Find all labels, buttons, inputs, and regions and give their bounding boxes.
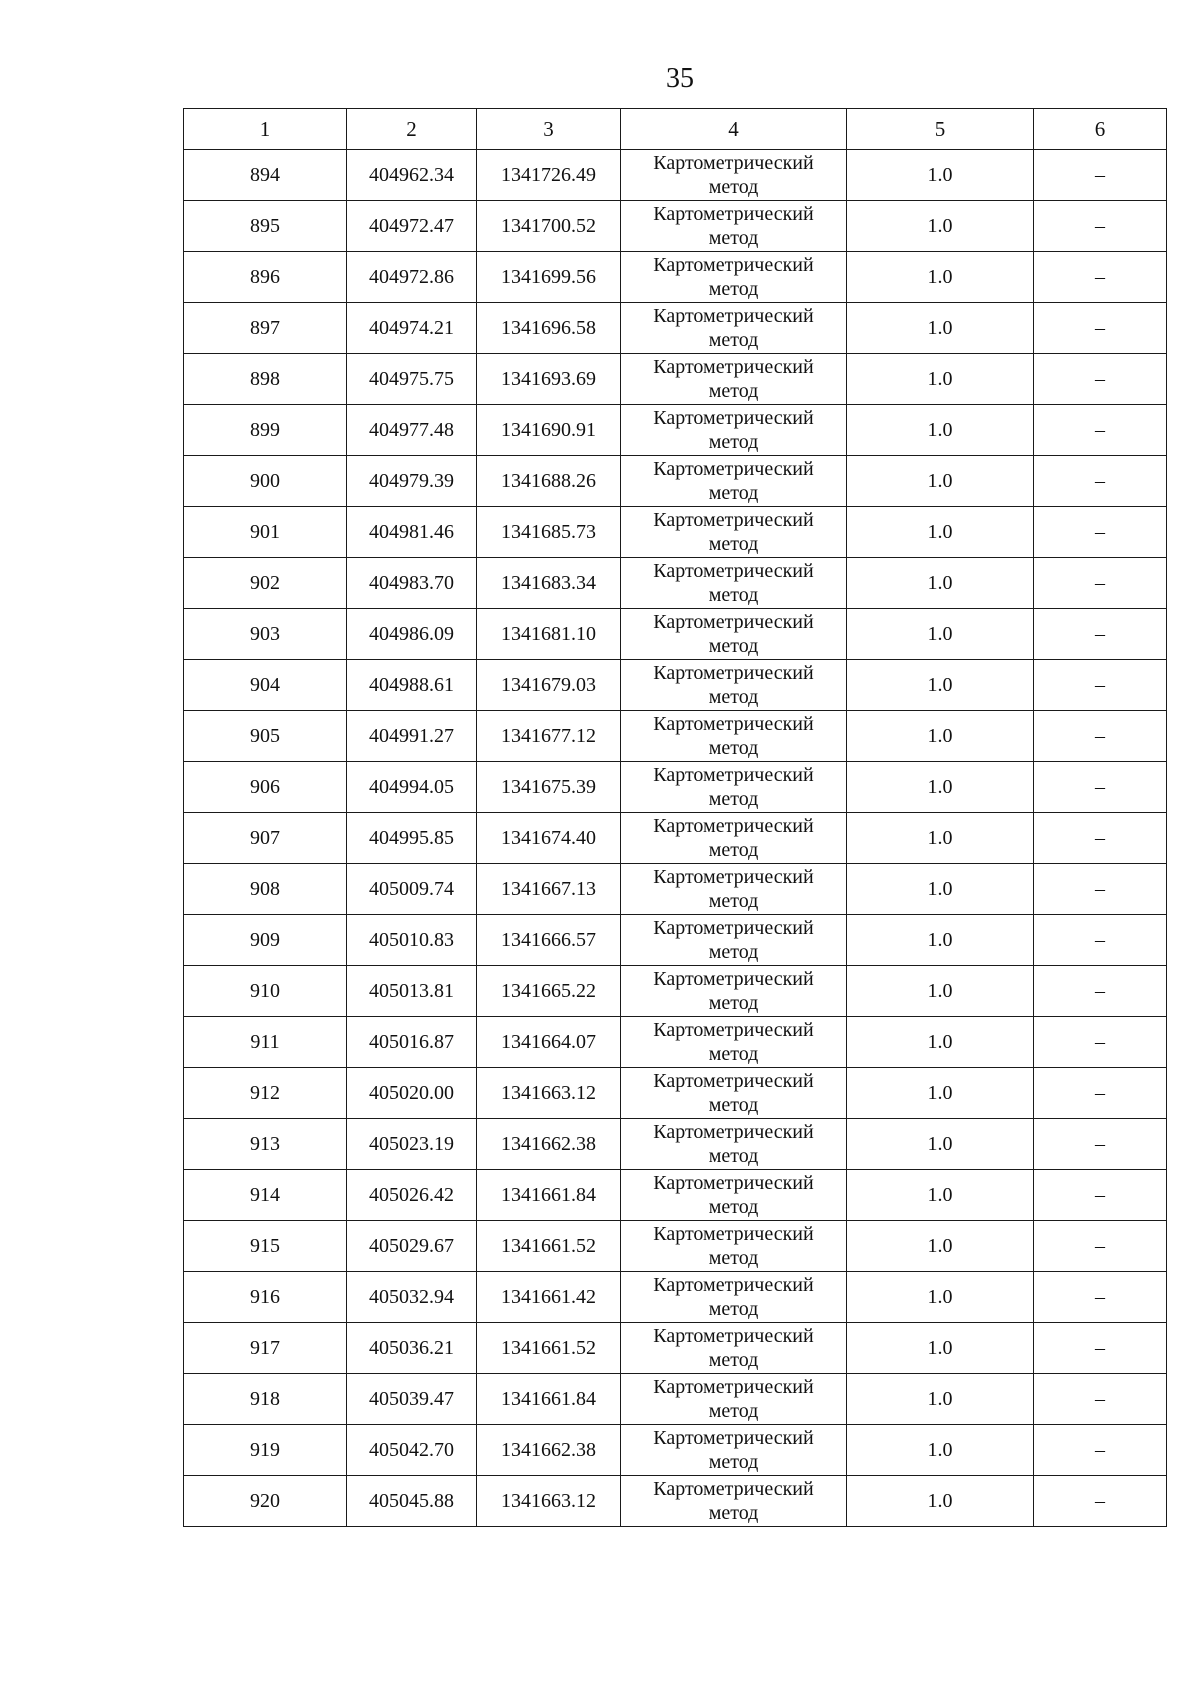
point-number-cell: 900 — [184, 456, 347, 507]
method-line-2: метод — [708, 227, 759, 249]
method-line-1: Картометрический — [653, 1070, 814, 1092]
method-line-1: Картометрический — [653, 1172, 814, 1194]
note-cell: – — [1034, 1119, 1167, 1170]
note-cell: – — [1034, 507, 1167, 558]
point-number-cell: 912 — [184, 1068, 347, 1119]
method-cell — [621, 1017, 847, 1068]
point-number-cell: 904 — [184, 660, 347, 711]
point-number-cell: 919 — [184, 1425, 347, 1476]
method-line-2: метод — [708, 1145, 759, 1167]
accuracy-cell: 1.0 — [847, 150, 1034, 201]
method-line-2: метод — [708, 176, 759, 198]
note-cell: – — [1034, 1017, 1167, 1068]
accuracy-cell: 1.0 — [847, 201, 1034, 252]
accuracy-cell: 1.0 — [847, 405, 1034, 456]
method-line-2: метод — [708, 839, 759, 861]
accuracy-cell: 1.0 — [847, 915, 1034, 966]
table-row — [184, 1425, 1167, 1476]
method-line-2: метод — [708, 1400, 759, 1422]
method-line-1: Картометрический — [653, 917, 814, 939]
y-coordinate-cell: 1341688.26 — [477, 456, 621, 507]
table-row — [184, 1323, 1167, 1374]
table-row — [184, 915, 1167, 966]
column-header: 4 — [621, 109, 847, 150]
method-cell — [621, 1425, 847, 1476]
accuracy-cell: 1.0 — [847, 1068, 1034, 1119]
y-coordinate-cell: 1341700.52 — [477, 201, 621, 252]
method-cell — [621, 711, 847, 762]
accuracy-cell: 1.0 — [847, 609, 1034, 660]
method-line-2: метод — [708, 1094, 759, 1116]
point-number-cell: 907 — [184, 813, 347, 864]
y-coordinate-cell: 1341663.12 — [477, 1476, 621, 1527]
table-row — [184, 150, 1167, 201]
method-line-1: Картометрический — [653, 203, 814, 225]
method-line-1: Картометрический — [653, 815, 814, 837]
column-header: 5 — [847, 109, 1034, 150]
table-row — [184, 609, 1167, 660]
accuracy-cell: 1.0 — [847, 1221, 1034, 1272]
table-row — [184, 303, 1167, 354]
table-row — [184, 711, 1167, 762]
method-line-1: Картометрический — [653, 662, 814, 684]
table-row — [184, 1017, 1167, 1068]
y-coordinate-cell: 1341661.52 — [477, 1221, 621, 1272]
page-number: 35 — [666, 63, 694, 94]
method-line-1: Картометрический — [653, 1427, 814, 1449]
y-coordinate-cell: 1341666.57 — [477, 915, 621, 966]
y-coordinate-cell: 1341665.22 — [477, 966, 621, 1017]
accuracy-cell: 1.0 — [847, 1425, 1034, 1476]
table-row — [184, 864, 1167, 915]
y-coordinate-cell: 1341662.38 — [477, 1119, 621, 1170]
table-row — [184, 252, 1167, 303]
table-row — [184, 660, 1167, 711]
x-coordinate-cell: 404983.70 — [347, 558, 477, 609]
method-cell — [621, 660, 847, 711]
method-line-1: Картометрический — [653, 764, 814, 786]
method-line-1: Картометрический — [653, 611, 814, 633]
accuracy-cell: 1.0 — [847, 1119, 1034, 1170]
table-row — [184, 1221, 1167, 1272]
method-line-2: метод — [708, 635, 759, 657]
table-row — [184, 507, 1167, 558]
method-line-1: Картометрический — [653, 1121, 814, 1143]
column-header: 6 — [1034, 109, 1167, 150]
accuracy-cell: 1.0 — [847, 456, 1034, 507]
method-cell — [621, 915, 847, 966]
x-coordinate-cell: 404995.85 — [347, 813, 477, 864]
x-coordinate-cell: 404962.34 — [347, 150, 477, 201]
table-row — [184, 456, 1167, 507]
coordinates-table — [183, 108, 1167, 1527]
x-coordinate-cell: 405032.94 — [347, 1272, 477, 1323]
x-coordinate-cell: 404994.05 — [347, 762, 477, 813]
method-line-1: Картометрический — [653, 305, 814, 327]
method-cell — [621, 201, 847, 252]
y-coordinate-cell: 1341681.10 — [477, 609, 621, 660]
note-cell: – — [1034, 762, 1167, 813]
method-line-2: метод — [708, 278, 759, 300]
point-number-cell: 903 — [184, 609, 347, 660]
point-number-cell: 920 — [184, 1476, 347, 1527]
point-number-cell: 901 — [184, 507, 347, 558]
note-cell: – — [1034, 711, 1167, 762]
note-cell: – — [1034, 150, 1167, 201]
method-line-2: метод — [708, 329, 759, 351]
y-coordinate-cell: 1341677.12 — [477, 711, 621, 762]
note-cell: – — [1034, 456, 1167, 507]
accuracy-cell: 1.0 — [847, 813, 1034, 864]
y-coordinate-cell: 1341683.34 — [477, 558, 621, 609]
note-cell: – — [1034, 1068, 1167, 1119]
method-cell — [621, 1272, 847, 1323]
note-cell: – — [1034, 966, 1167, 1017]
note-cell: – — [1034, 1221, 1167, 1272]
x-coordinate-cell: 405039.47 — [347, 1374, 477, 1425]
method-line-1: Картометрический — [653, 356, 814, 378]
point-number-cell: 914 — [184, 1170, 347, 1221]
note-cell: – — [1034, 1170, 1167, 1221]
method-line-1: Картометрический — [653, 458, 814, 480]
table-row — [184, 1170, 1167, 1221]
method-cell — [621, 762, 847, 813]
y-coordinate-cell: 1341662.38 — [477, 1425, 621, 1476]
accuracy-cell: 1.0 — [847, 507, 1034, 558]
table-row — [184, 1068, 1167, 1119]
note-cell: – — [1034, 252, 1167, 303]
x-coordinate-cell: 404991.27 — [347, 711, 477, 762]
x-coordinate-cell: 404975.75 — [347, 354, 477, 405]
y-coordinate-cell: 1341696.58 — [477, 303, 621, 354]
method-line-2: метод — [708, 992, 759, 1014]
note-cell: – — [1034, 303, 1167, 354]
method-line-1: Картометрический — [653, 1376, 814, 1398]
accuracy-cell: 1.0 — [847, 1476, 1034, 1527]
column-header: 3 — [477, 109, 621, 150]
method-cell — [621, 1323, 847, 1374]
method-line-2: метод — [708, 431, 759, 453]
accuracy-cell: 1.0 — [847, 303, 1034, 354]
y-coordinate-cell: 1341679.03 — [477, 660, 621, 711]
method-line-2: метод — [708, 1043, 759, 1065]
method-cell — [621, 558, 847, 609]
point-number-cell: 915 — [184, 1221, 347, 1272]
y-coordinate-cell: 1341693.69 — [477, 354, 621, 405]
note-cell: – — [1034, 201, 1167, 252]
x-coordinate-cell: 404977.48 — [347, 405, 477, 456]
method-line-1: Картометрический — [653, 968, 814, 990]
note-cell: – — [1034, 1272, 1167, 1323]
x-coordinate-cell: 404974.21 — [347, 303, 477, 354]
method-line-2: метод — [708, 788, 759, 810]
note-cell: – — [1034, 1425, 1167, 1476]
table-body — [184, 150, 1167, 1527]
note-cell: – — [1034, 1476, 1167, 1527]
point-number-cell: 911 — [184, 1017, 347, 1068]
table-row — [184, 354, 1167, 405]
point-number-cell: 908 — [184, 864, 347, 915]
accuracy-cell: 1.0 — [847, 1170, 1034, 1221]
y-coordinate-cell: 1341685.73 — [477, 507, 621, 558]
method-cell — [621, 252, 847, 303]
x-coordinate-cell: 404972.47 — [347, 201, 477, 252]
y-coordinate-cell: 1341667.13 — [477, 864, 621, 915]
method-line-2: метод — [708, 1247, 759, 1269]
method-line-2: метод — [708, 941, 759, 963]
method-cell — [621, 456, 847, 507]
y-coordinate-cell: 1341663.12 — [477, 1068, 621, 1119]
x-coordinate-cell: 405042.70 — [347, 1425, 477, 1476]
note-cell: – — [1034, 609, 1167, 660]
table-header — [184, 109, 1167, 150]
point-number-cell: 906 — [184, 762, 347, 813]
method-line-1: Картометрический — [653, 407, 814, 429]
point-number-cell: 896 — [184, 252, 347, 303]
point-number-cell: 918 — [184, 1374, 347, 1425]
x-coordinate-cell: 405020.00 — [347, 1068, 477, 1119]
method-cell — [621, 303, 847, 354]
x-coordinate-cell: 405045.88 — [347, 1476, 477, 1527]
table-row — [184, 1119, 1167, 1170]
method-line-2: метод — [708, 533, 759, 555]
method-line-1: Картометрический — [653, 509, 814, 531]
accuracy-cell: 1.0 — [847, 1374, 1034, 1425]
point-number-cell: 913 — [184, 1119, 347, 1170]
accuracy-cell: 1.0 — [847, 1017, 1034, 1068]
method-line-2: метод — [708, 482, 759, 504]
note-cell: – — [1034, 915, 1167, 966]
method-line-1: Картометрический — [653, 1223, 814, 1245]
table-row — [184, 405, 1167, 456]
x-coordinate-cell: 404988.61 — [347, 660, 477, 711]
method-line-1: Картометрический — [653, 254, 814, 276]
table-row — [184, 1272, 1167, 1323]
point-number-cell: 916 — [184, 1272, 347, 1323]
accuracy-cell: 1.0 — [847, 660, 1034, 711]
method-line-2: метод — [708, 1451, 759, 1473]
x-coordinate-cell: 405010.83 — [347, 915, 477, 966]
y-coordinate-cell: 1341699.56 — [477, 252, 621, 303]
method-line-2: метод — [708, 737, 759, 759]
x-coordinate-cell: 405016.87 — [347, 1017, 477, 1068]
table-row — [184, 1374, 1167, 1425]
point-number-cell: 909 — [184, 915, 347, 966]
accuracy-cell: 1.0 — [847, 1323, 1034, 1374]
method-cell — [621, 1476, 847, 1527]
accuracy-cell: 1.0 — [847, 762, 1034, 813]
note-cell: – — [1034, 558, 1167, 609]
method-cell — [621, 1374, 847, 1425]
method-line-2: метод — [708, 584, 759, 606]
method-line-1: Картометрический — [653, 1274, 814, 1296]
accuracy-cell: 1.0 — [847, 711, 1034, 762]
x-coordinate-cell: 405009.74 — [347, 864, 477, 915]
x-coordinate-cell: 405013.81 — [347, 966, 477, 1017]
method-line-2: метод — [708, 1196, 759, 1218]
point-number-cell: 894 — [184, 150, 347, 201]
x-coordinate-cell: 405026.42 — [347, 1170, 477, 1221]
point-number-cell: 899 — [184, 405, 347, 456]
y-coordinate-cell: 1341726.49 — [477, 150, 621, 201]
column-header: 2 — [347, 109, 477, 150]
method-line-1: Картометрический — [653, 713, 814, 735]
y-coordinate-cell: 1341664.07 — [477, 1017, 621, 1068]
y-coordinate-cell: 1341690.91 — [477, 405, 621, 456]
table-row — [184, 558, 1167, 609]
note-cell: – — [1034, 660, 1167, 711]
table-row — [184, 762, 1167, 813]
point-number-cell: 898 — [184, 354, 347, 405]
accuracy-cell: 1.0 — [847, 1272, 1034, 1323]
method-line-1: Картометрический — [653, 152, 814, 174]
method-cell — [621, 1170, 847, 1221]
table-row — [184, 1476, 1167, 1527]
method-cell — [621, 1119, 847, 1170]
accuracy-cell: 1.0 — [847, 966, 1034, 1017]
x-coordinate-cell: 405029.67 — [347, 1221, 477, 1272]
method-line-2: метод — [708, 1349, 759, 1371]
method-cell — [621, 813, 847, 864]
column-header: 1 — [184, 109, 347, 150]
y-coordinate-cell: 1341674.40 — [477, 813, 621, 864]
method-cell — [621, 864, 847, 915]
y-coordinate-cell: 1341661.52 — [477, 1323, 621, 1374]
method-line-1: Картометрический — [653, 1325, 814, 1347]
x-coordinate-cell: 404979.39 — [347, 456, 477, 507]
x-coordinate-cell: 405036.21 — [347, 1323, 477, 1374]
method-cell — [621, 405, 847, 456]
x-coordinate-cell: 404972.86 — [347, 252, 477, 303]
y-coordinate-cell: 1341675.39 — [477, 762, 621, 813]
accuracy-cell: 1.0 — [847, 354, 1034, 405]
method-line-1: Картометрический — [653, 1478, 814, 1500]
method-cell — [621, 354, 847, 405]
method-cell — [621, 966, 847, 1017]
method-line-2: метод — [708, 1298, 759, 1320]
point-number-cell: 897 — [184, 303, 347, 354]
point-number-cell: 917 — [184, 1323, 347, 1374]
accuracy-cell: 1.0 — [847, 558, 1034, 609]
method-line-2: метод — [708, 380, 759, 402]
method-cell — [621, 609, 847, 660]
method-line-2: метод — [708, 890, 759, 912]
method-line-1: Картометрический — [653, 866, 814, 888]
method-cell — [621, 150, 847, 201]
note-cell: – — [1034, 813, 1167, 864]
y-coordinate-cell: 1341661.42 — [477, 1272, 621, 1323]
method-cell — [621, 507, 847, 558]
note-cell: – — [1034, 1323, 1167, 1374]
header-row — [184, 109, 1167, 150]
x-coordinate-cell: 405023.19 — [347, 1119, 477, 1170]
point-number-cell: 905 — [184, 711, 347, 762]
table-row — [184, 813, 1167, 864]
y-coordinate-cell: 1341661.84 — [477, 1170, 621, 1221]
table-row — [184, 201, 1167, 252]
point-number-cell: 902 — [184, 558, 347, 609]
note-cell: – — [1034, 1374, 1167, 1425]
method-cell — [621, 1221, 847, 1272]
x-coordinate-cell: 404986.09 — [347, 609, 477, 660]
y-coordinate-cell: 1341661.84 — [477, 1374, 621, 1425]
note-cell: – — [1034, 864, 1167, 915]
note-cell: – — [1034, 405, 1167, 456]
accuracy-cell: 1.0 — [847, 864, 1034, 915]
method-line-1: Картометрический — [653, 560, 814, 582]
method-cell — [621, 1068, 847, 1119]
method-line-2: метод — [708, 686, 759, 708]
point-number-cell: 910 — [184, 966, 347, 1017]
point-number-cell: 895 — [184, 201, 347, 252]
method-line-2: метод — [708, 1502, 759, 1524]
accuracy-cell: 1.0 — [847, 252, 1034, 303]
note-cell: – — [1034, 354, 1167, 405]
x-coordinate-cell: 404981.46 — [347, 507, 477, 558]
table-row — [184, 966, 1167, 1017]
method-line-1: Картометрический — [653, 1019, 814, 1041]
